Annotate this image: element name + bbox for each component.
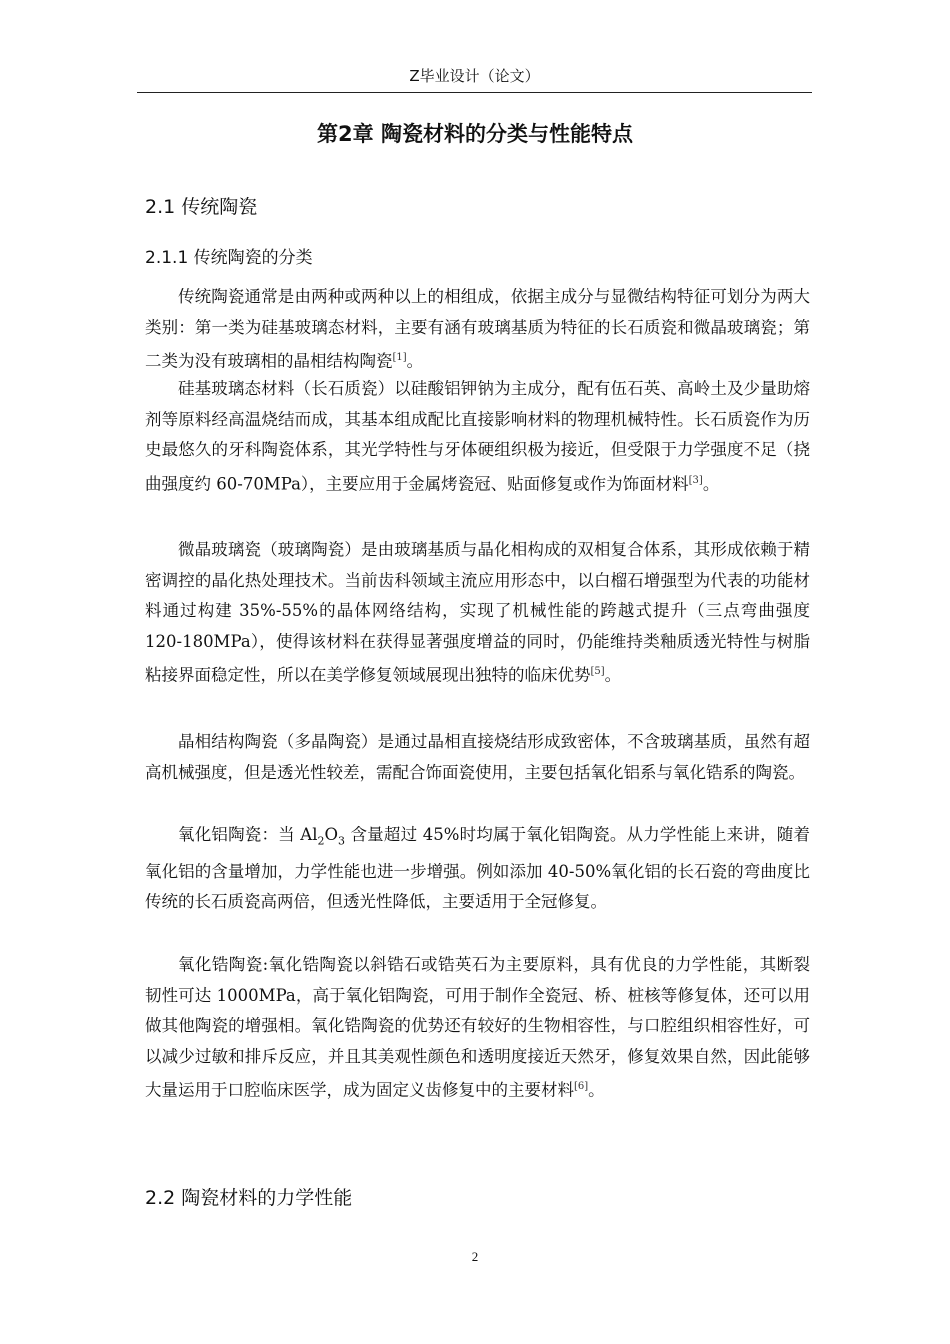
paragraph-6: 氧化锆陶瓷:氧化锆陶瓷以斜锆石或锆英石为主要原料，具有优良的力学性能，其断裂韧性可达 1000MPa，高于氧化铝陶瓷，可用于制作全瓷冠、桥、桩核等修复体，还可以用做其他陶瓷的增强相。氧化锆陶瓷的优势还有较好的生物相容性，与口腔组织相容性好，可以减少过敏和排斥反应，并且其美观性颜色和透明度接近天然牙，修复效果自然，因此能够大量运用于口腔临床医学，成为固定义齿修复中的主要材料[6]。 [145,955,810,1100]
paragraph-4: 晶相结构陶瓷（多晶陶瓷）是通过晶相直接烧结形成致密体，不含玻璃基质，虽然有超高机械强度，但是透光性较差，需配合饰面瓷使用，主要包括氧化铝系与氧化锆系的陶瓷。 [145,732,810,782]
paragraph-3: 微晶玻璃瓷（玻璃陶瓷）是由玻璃基质与晶化相构成的双相复合体系，其形成依赖于精密调控的晶化热处理技术。当前齿科领域主流应用形态中，以白榴石增强型为代表的功能材料通过构建 35%-55%的晶体网络结构，实现了机械性能的跨越式提升（三点弯曲强度 120-180MPa），使得该材料在获得显著强度增益的同时，仍能维持类釉质透光特性与树脂粘接界面稳定性，所以在美学修复领域展现出独特的临床优势[5]。 [145,540,810,685]
citation: [1] [392,352,407,363]
citation: [3] [688,474,703,486]
section-heading-2-1-1: 2.1.1 传统陶瓷的分类 [145,248,313,268]
chapter-title: 第2章 陶瓷材料的分类与性能特点 [317,122,633,146]
paragraph-2: 硅基玻璃态材料（长石质瓷）以硅酸铝钾钠为主成分，配有伍石英、高岭土及少量助熔剂等原料经高温烧结而成，其基本组成配比直接影响材料的物理机械特性。长石质瓷作为历史最悠久的牙科陶瓷体系，其光学特性与牙体硬组织极为接近，但受限于力学强度不足（挠曲强度约 60-70MPa），主要应用于金属烤瓷冠、贴面修复或作为饰面材料[3]。 [145,379,810,493]
citation: [5] [590,666,605,677]
paragraph-1: 传统陶瓷通常是由两种或两种以上的相组成，依据主成分与显微结构特征可划分为两大类别：第一类为硅基玻璃态材料，主要有涵有玻璃基质为特征的长石质瓷和微晶玻璃瓷；第二类为没有玻璃相的晶相结构陶瓷[1]。 [145,287,810,371]
section-heading-2-2: 2.2 陶瓷材料的力学性能 [145,1187,353,1209]
citation: [6] [574,1081,589,1092]
section-heading-2-1: 2.1 传统陶瓷 [145,196,258,218]
page-header: Z毕业设计（论文） [137,66,812,93]
paragraph-5: 氧化铝陶瓷：当 $Al_2O_3$ 含量超过 45%时均属于氧化铝陶瓷。从力学性能上来讲，随着氧化铝的含量增加，力学性能也进一步增强。例如添加 40-50%氧化铝的长石瓷的弯曲度比传统的长石质瓷高两倍，但透光性降低，主要适用于全冠修复。 [145,825,810,912]
page-number: 2 [471,1249,479,1264]
